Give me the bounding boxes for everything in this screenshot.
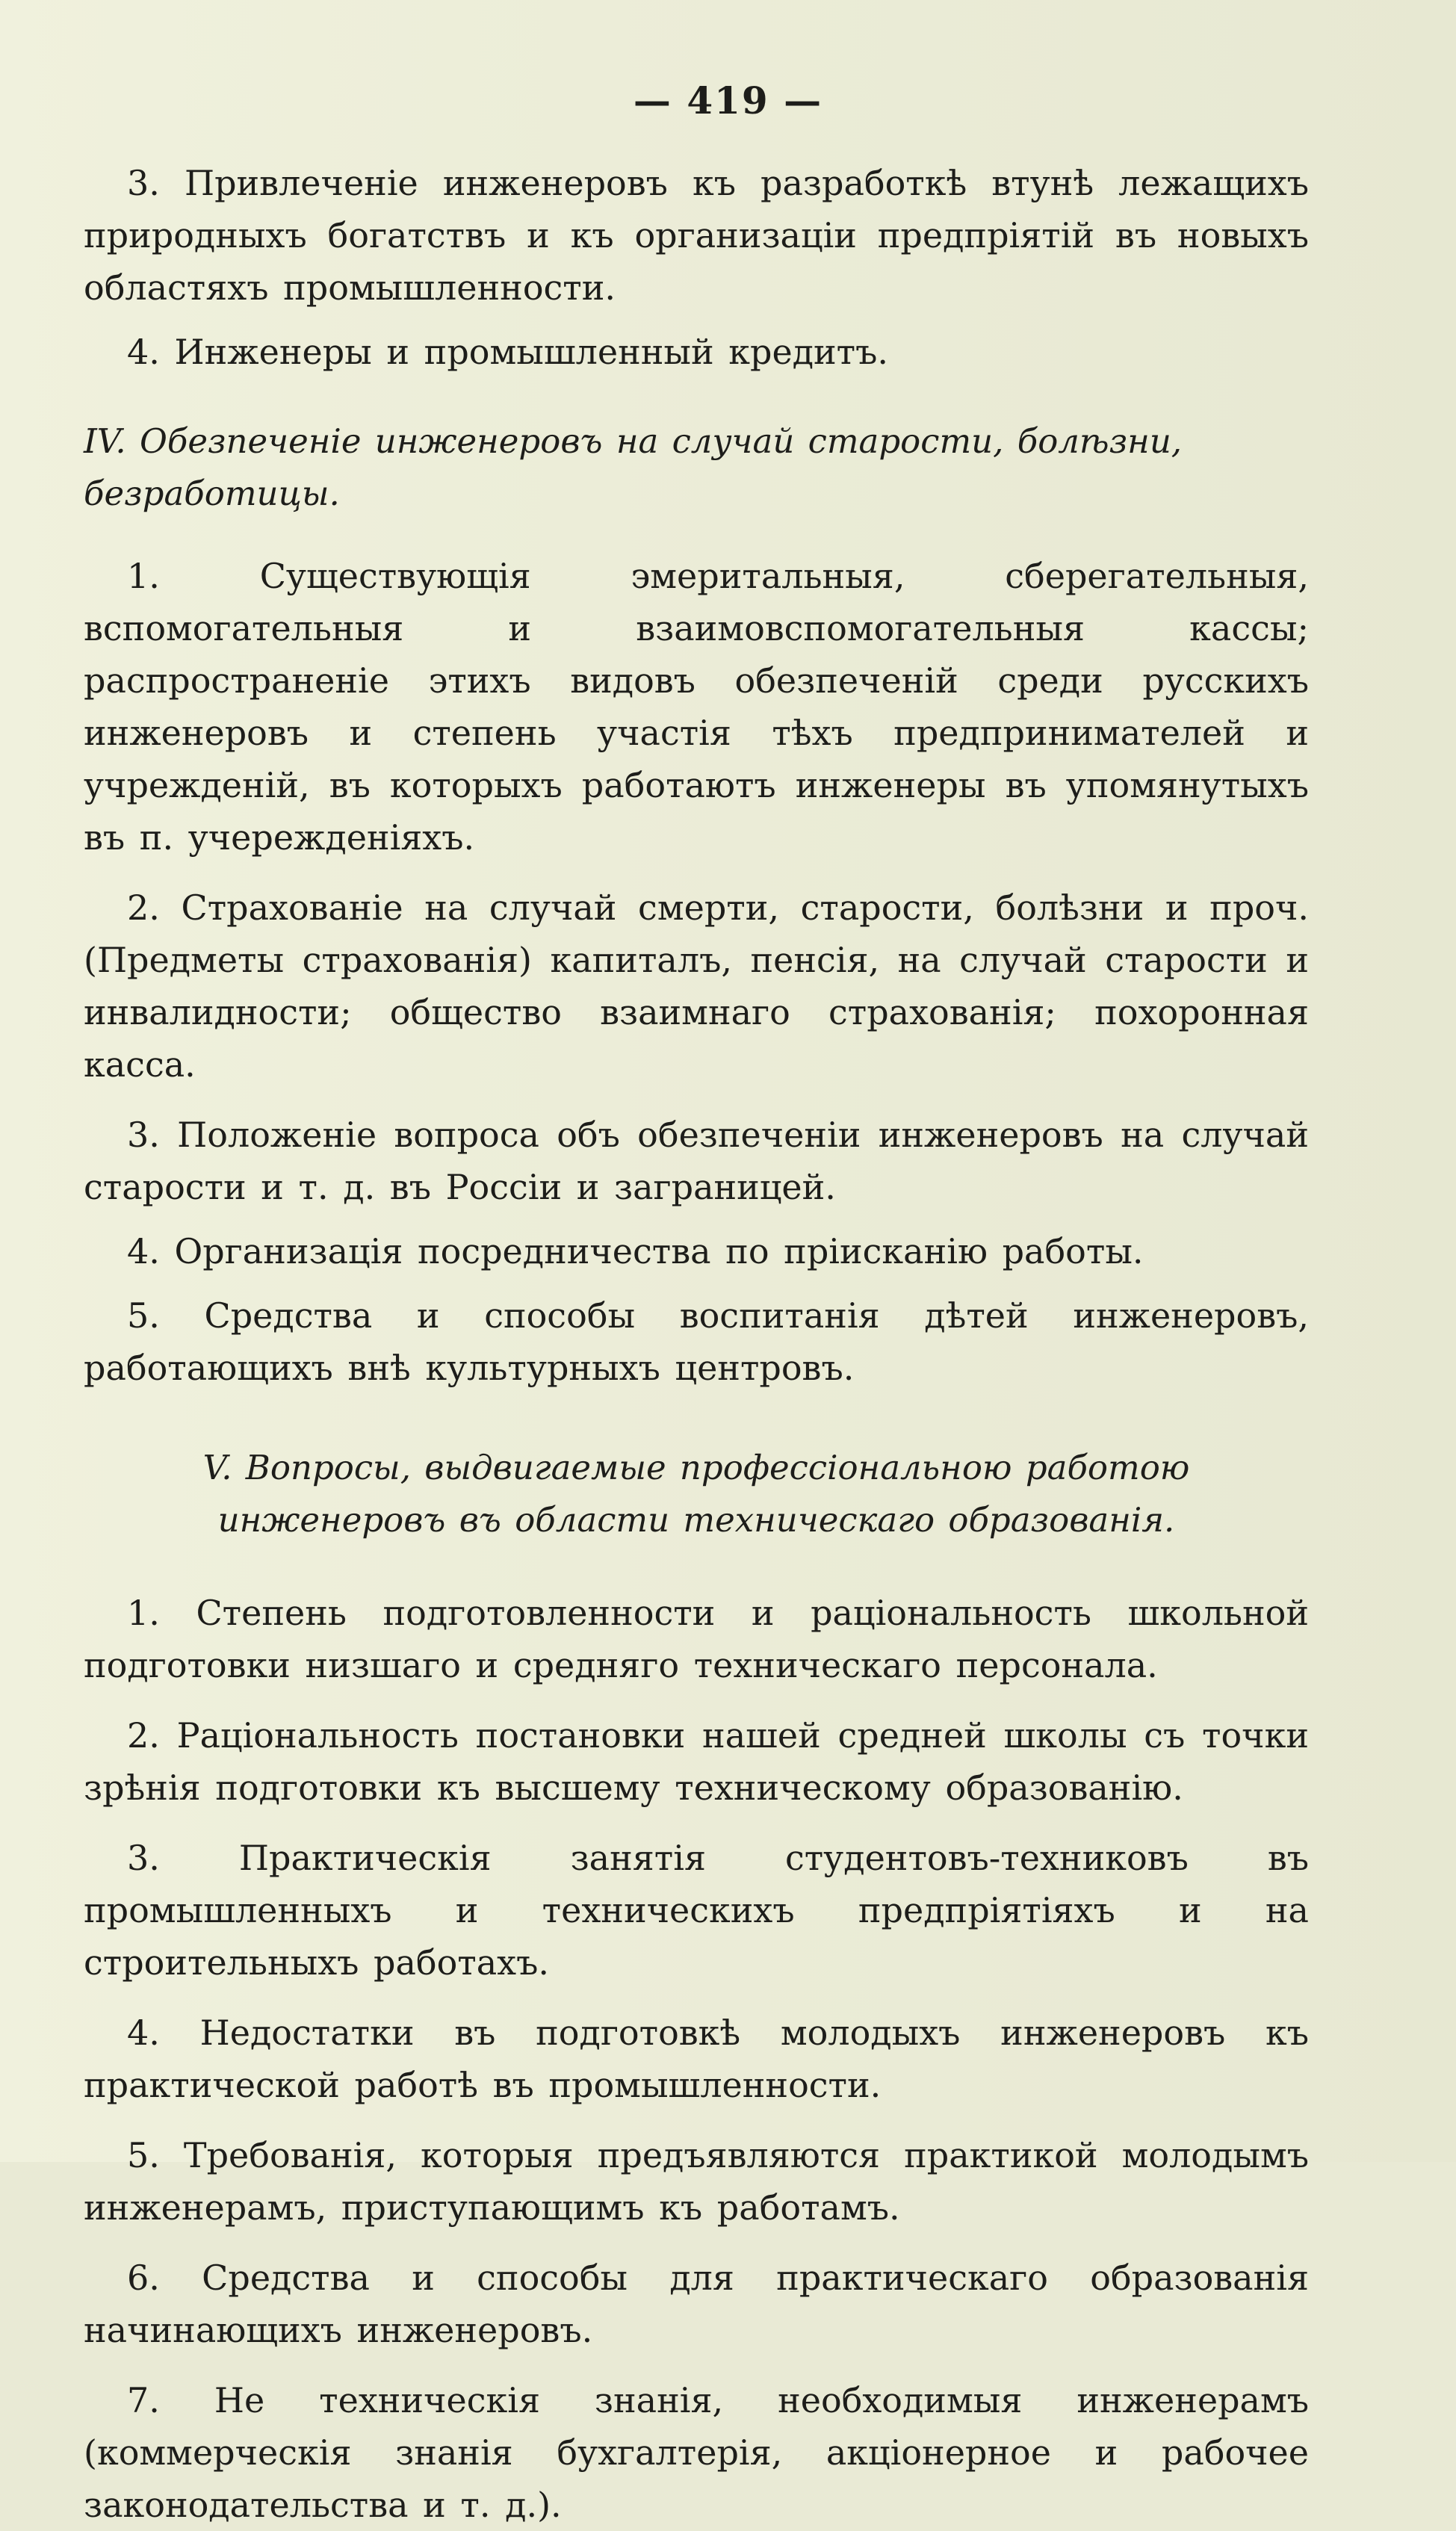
- section-v-item-5: 5. Требованія, которыя предъявляются практикой молодымъ инженерамъ, приступающимъ къ работамъ.: [84, 2135, 1309, 2228]
- section-v-item-3: 3. Практическія занятія студентовъ-техниковъ въ промышленныхъ и техническихъ предпріятіяхъ и на строительныхъ работахъ.: [84, 1838, 1309, 1983]
- section-v-item-7: 7. Не техническія знанія, необходимыя инженерамъ (коммерческія знанія бухгалтерія, акціонерное и рабочее законодательства и т. д.).: [84, 2380, 1309, 2525]
- section-v-item-4: 4. Недостатки въ подготовкѣ молодыхъ инженеровъ къ практической работѣ въ промышленности.: [84, 2013, 1309, 2105]
- section-iv-heading: IV. Обезпеченіе инженеровъ на случай старости, болѣзни, безработицы.: [84, 421, 1183, 513]
- page-number: — 419 —: [633, 78, 823, 123]
- text-column: [84, 157, 1309, 2531]
- section-v-item-1: 1. Степень подготовленности и раціональность школьной подготовки низшаго и средняго техническаго персонала.: [84, 1593, 1309, 1685]
- section-iv-item-4: 4. Организація посредничества по пріисканію работы.: [127, 1231, 1144, 1271]
- section-iv-item-3: 3. Положеніе вопроса объ обезпеченіи инженеровъ на случай старости и т. д. въ Россіи и заграницей.: [84, 1115, 1309, 1207]
- section-iv-item-2: 2. Страхованіе на случай смерти, старости, болѣзни и проч. (Предметы страхованія) капиталъ, пенсія, на случай старости и инвалидности; общество взаимнаго страхованія; похоронная касса.: [84, 887, 1309, 1085]
- section-iv-item-1: 1. Существующія эмеритальныя, сберегательныя, вспомогательныя и взаимовспомогательныя кассы; распространеніе этихъ видовъ обезпеченій среди русскихъ инженеровъ и степень участія тѣхъ предпринимателей и учрежденій, въ которыхъ работаютъ инженеры въ упомянутыхъ въ п. учережденіяхъ.: [84, 556, 1309, 858]
- intro-item-3: 3. Привлеченіе инженеровъ къ разработкѣ втунѣ лежащихъ природныхъ богатствъ и къ организаціи предпріятій въ новыхъ областяхъ промышленности.: [84, 163, 1309, 308]
- intro-item-4: 4. Инженеры и промышленный кредитъ.: [127, 332, 889, 372]
- section-v-heading: V. Вопросы, выдвигаемые профессіональною работою инженеровъ въ области техническаго образованія.: [202, 1448, 1190, 1540]
- section-iv-item-5: 5. Средства и способы воспитанія дѣтей инженеровъ, работающихъ внѣ культурныхъ центровъ.: [84, 1295, 1309, 1388]
- section-v-item-6: 6. Средства и способы для практическаго образованія начинающихъ инженеровъ.: [84, 2258, 1309, 2350]
- section-v-item-2: 2. Раціональность постановки нашей средней школы съ точки зрѣнія подготовки къ высшему техническому образованію.: [84, 1715, 1309, 1808]
